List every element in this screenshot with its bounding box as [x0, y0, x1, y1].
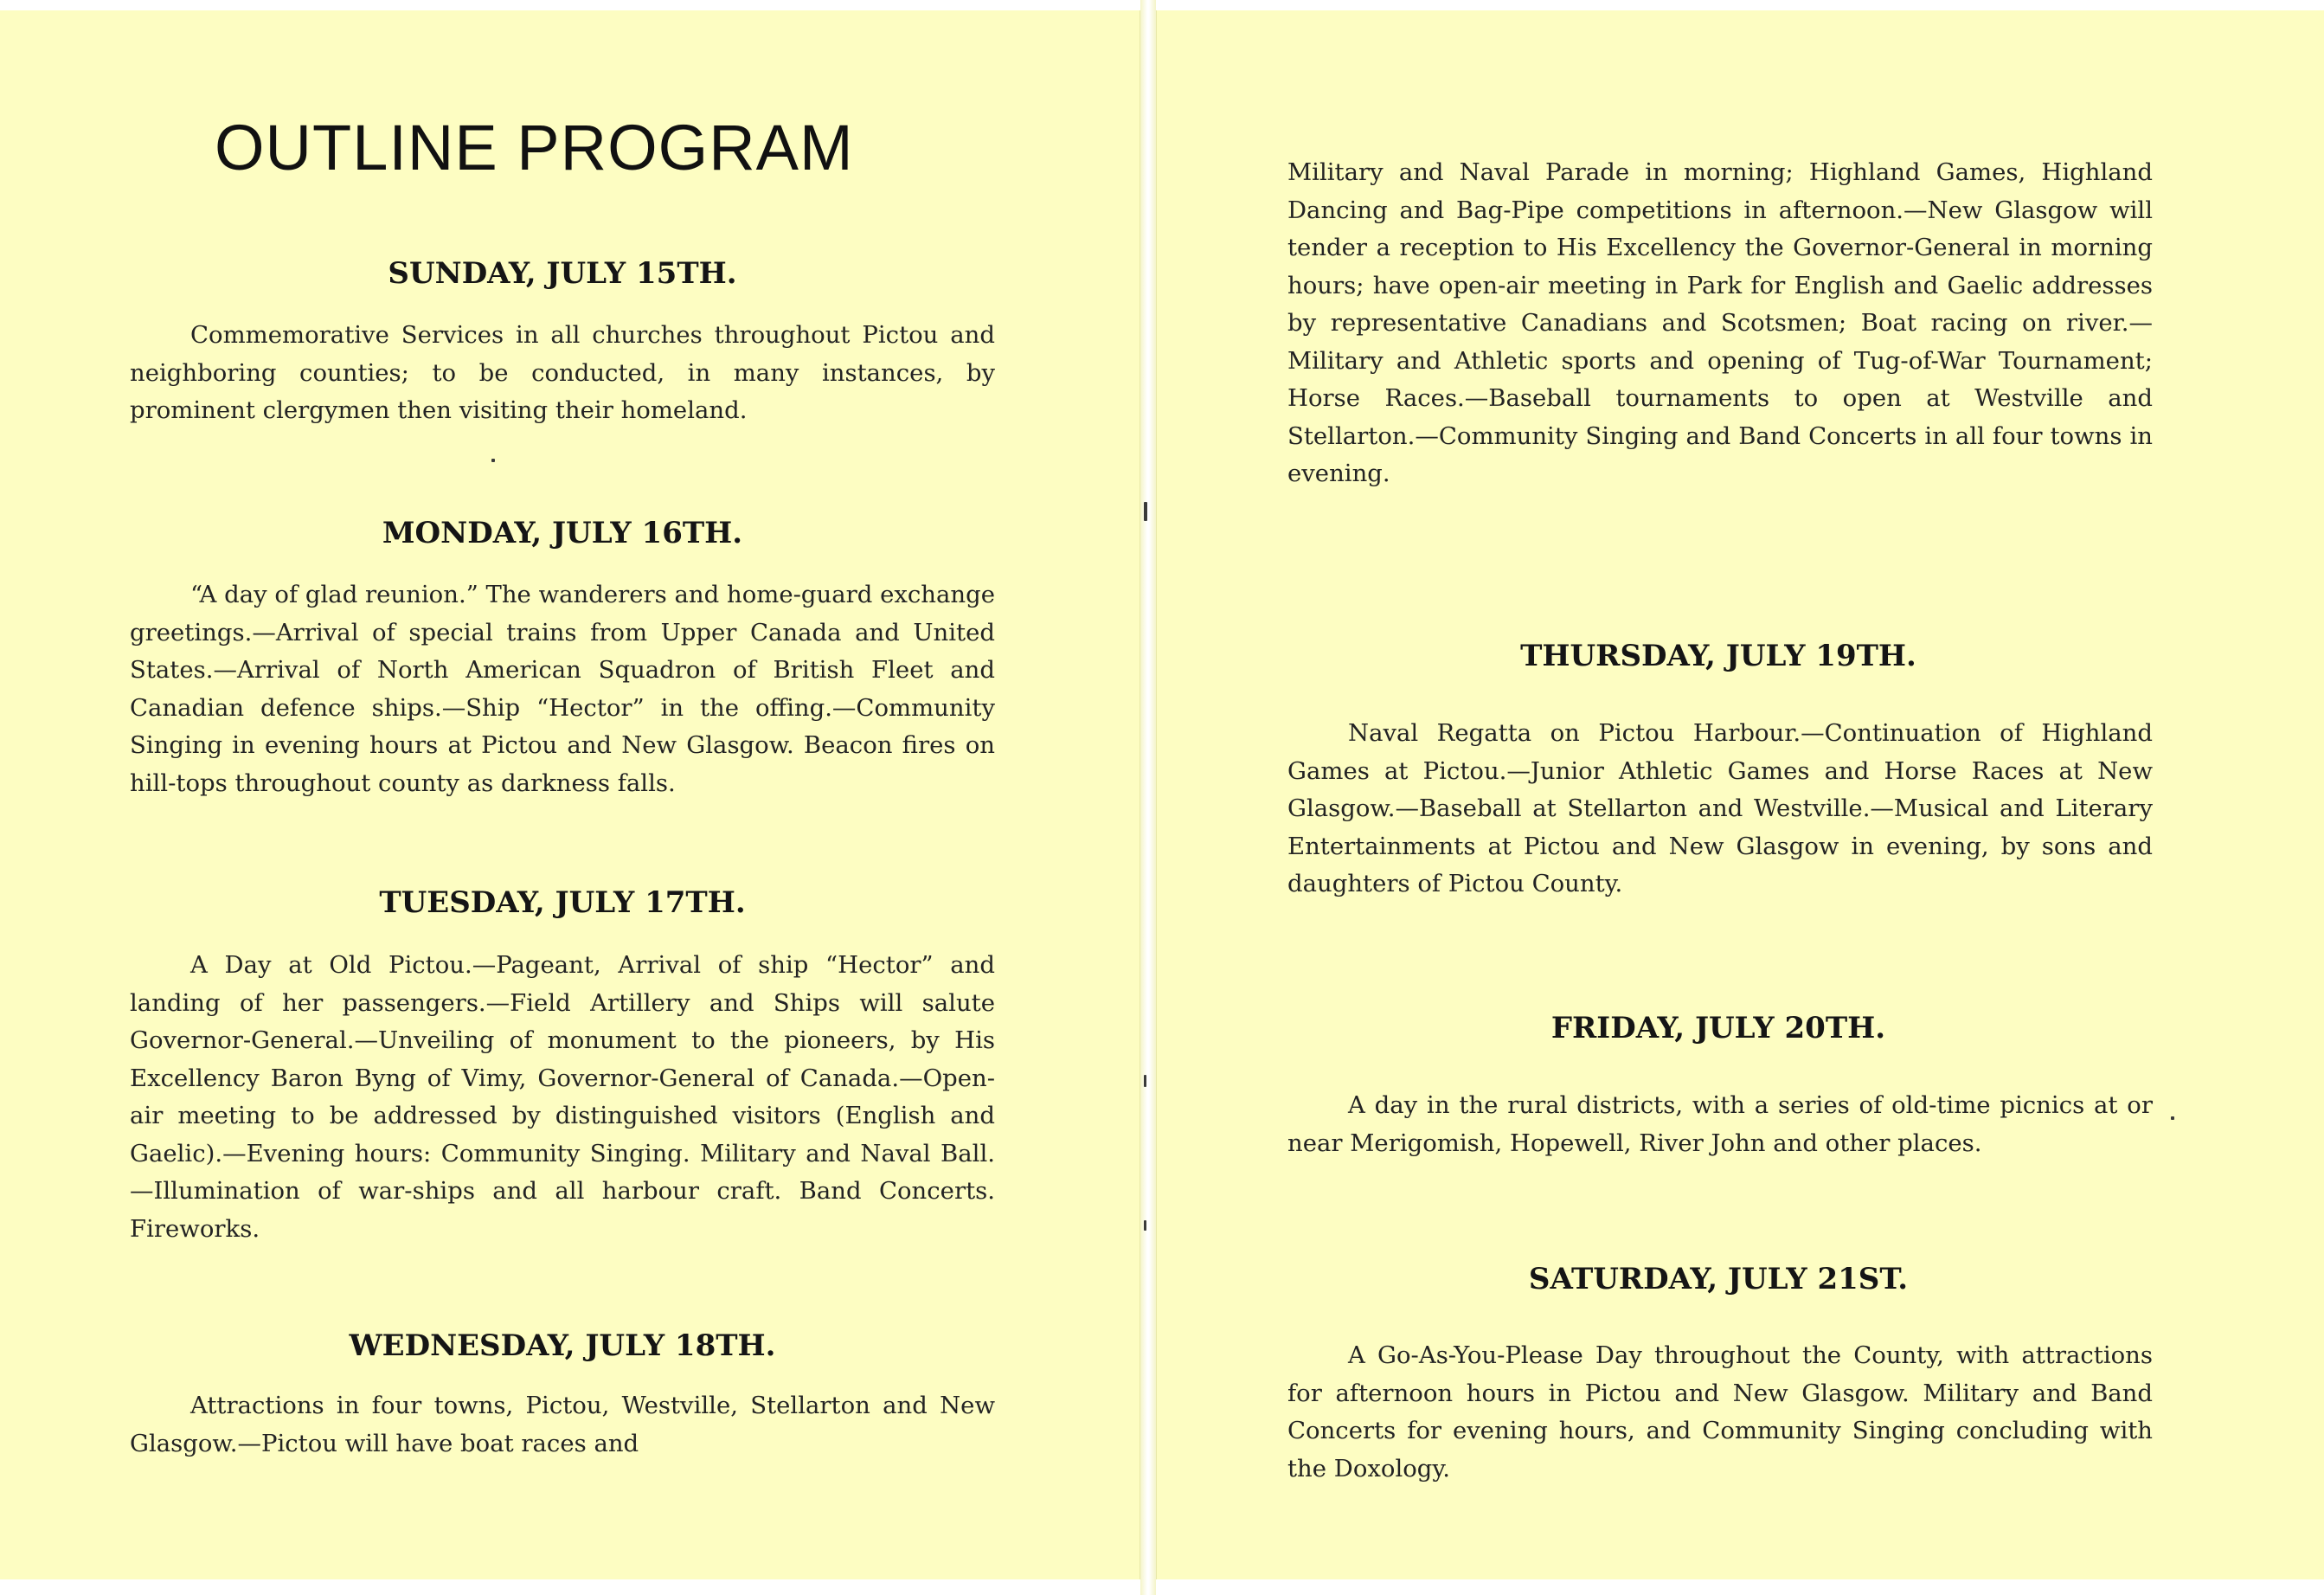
paper-speck: [491, 459, 495, 462]
day-text-monday: “A day of glad reunion.” The wanderers and home-guard exchange greetings.—Arrival of special trains from Upper Canada and United States.—Arrival of North American Squadron of British Fleet and Canadian defence ships.—Ship “Hector” in the offing.—Community Singing in evening hours at Pictou and New Glasgow. Beacon fires on hill-tops throughout county as darkness falls.: [130, 581, 995, 797]
paper-speck: [1144, 502, 1147, 521]
day-text-tuesday: A Day at Old Pictou.—Pageant, Arrival of ship “Hector” and landing of her passengers.—Field Artillery and Ships will salute Governor-General.—Unveiling of monument to the pioneers, by His Excellency Baron Byng of Vimy, Governor-General of Canada.—Open-air meeting to be addressed by distinguished visitors (English and Gaelic).—Evening hours: Community Singing. Military and Naval Ball.—Illumination of war-ships and all harbour craft. Band Concerts. Fireworks.: [130, 951, 995, 1243]
day-heading-saturday: SATURDAY, JULY 21ST.: [1528, 1262, 1909, 1296]
day-text-thursday: Naval Regatta on Pictou Harbour.—Continuation of Highland Games at Pictou.—Junior Athletic Games and Horse Races at New Glasgow.—Baseball at Stellarton and Westville.—Musical and Literary Entertainments at Pictou and New Glasgow in evening, by sons and daughters of Pictou County.: [1287, 719, 2153, 897]
wednesday-continuation-text: Military and Naval Parade in morning; Highland Games, Highland Dancing and Bag-Pipe competitions in afternoon.—New Glasgow will tender a reception to His Excellency the Governor-General in morning hours; have open-air meeting in Park for English and Gaelic addresses by representative Canadians and Scotsmen; Boat racing on river.—Military and Athletic sports and opening of Tug-of-War Tournament; Horse Races.—Baseball tournaments to open at Westville and Stellarton.—Community Singing and Band Concerts in all four towns in evening.: [1287, 158, 2153, 487]
day-text-friday: A day in the rural districts, with a series of old-time picnics at or near Merigomish, Hopewell, River John and other places.: [1287, 1091, 2153, 1157]
day-heading-sunday: SUNDAY, JULY 15TH.: [388, 256, 737, 291]
day-text-saturday: A Go-As-You-Please Day throughout the County, with attractions for afternoon hours in Pictou and New Glasgow. Military and Band Concerts for evening hours, and Community Singing concluding with the Doxology.: [1287, 1341, 2153, 1482]
day-heading-thursday: THURSDAY, JULY 19TH.: [1520, 639, 1916, 673]
book-gutter: [1140, 0, 1156, 1595]
day-text-wednesday: Attractions in four towns, Pictou, Westville, Stellarton and New Glasgow.—Pictou will have boat races and: [130, 1392, 995, 1457]
day-heading-monday: MONDAY, JULY 16TH.: [382, 516, 743, 550]
day-text-sunday: Commemorative Services in all churches throughout Pictou and neighboring counties; to be conducted, in many instances, by prominent clergymen then visiting their homeland.: [130, 321, 995, 424]
paper-speck: [1144, 1075, 1146, 1087]
day-heading-wednesday: WEDNESDAY, JULY 18TH.: [349, 1328, 776, 1363]
paper-speck: [1144, 1220, 1146, 1231]
paper-speck: [2171, 1116, 2174, 1120]
day-heading-tuesday: TUESDAY, JULY 17TH.: [379, 885, 746, 920]
page-title: OUTLINE PROGRAM: [215, 112, 854, 183]
day-heading-friday: FRIDAY, JULY 20TH.: [1550, 1011, 1886, 1045]
